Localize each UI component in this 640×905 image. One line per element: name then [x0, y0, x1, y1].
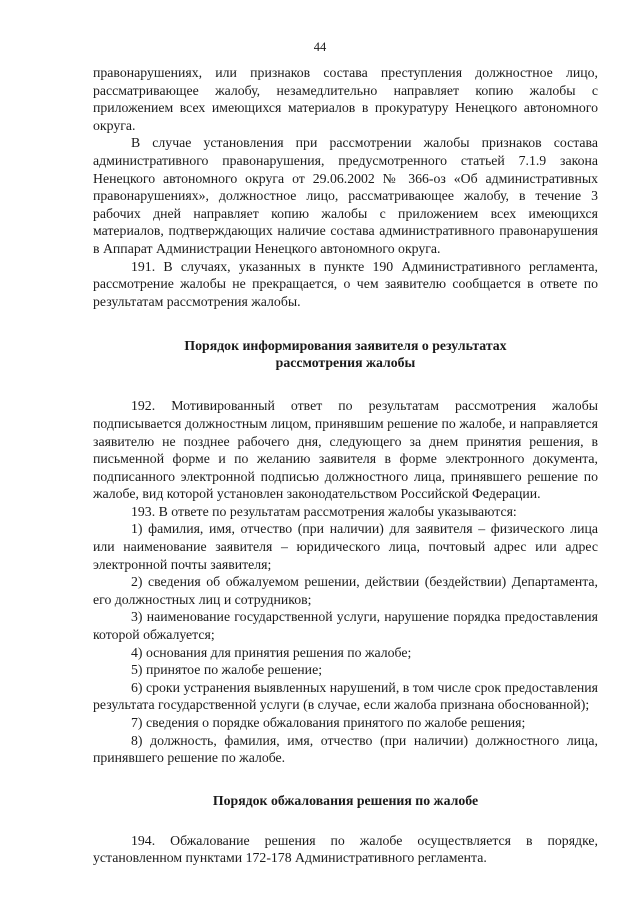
- paragraph-193: 193. В ответе по результатам рассмотрения жалобы указываются:: [131, 503, 517, 519]
- paragraph-192: 192. Мотивированный ответ по результатам рассмотрения жалобы подписывается должностным лицом, принявшим решение по жалобе, и направляется заявителю не позднее рабочего дня, следующего за днем принятия решения, в письменной форме и по желанию заявителя в форме электронного документа, подписанного электронной подписью должностного лица, принявшего решение по жалобе, вид которой установлен законодательством Российской Федерации.: [93, 398, 598, 502]
- heading-line: Порядок информирования заявителя о результатах: [184, 338, 507, 354]
- list-item: 8) должность, фамилия, имя, отчество (при наличии) должностного лица, принявшего решение по жалобе.: [93, 732, 598, 766]
- paragraph-191: 191. В случаях, указанных в пункте 190 Административного регламента, рассмотрение жалобы не прекращается, о чем заявителю сообщается в ответе по результатам рассмотрения жалобы.: [93, 258, 598, 309]
- section-heading-informing: [93, 337, 598, 371]
- list-item: 6) сроки устранения выявленных нарушений, в том числе срок предоставления результата государственной услуги (в случае, если жалоба признана обоснованной);: [93, 679, 598, 713]
- page-number: 44: [313, 40, 327, 54]
- list-item: 5) принятое по жалобе решение;: [131, 662, 323, 678]
- document-body: [93, 64, 598, 867]
- paragraph: В случае установления при рассмотрении жалобы признаков состава административного правонарушения, предусмотренного статьей 7.1.9 закона Ненецкого автономного округа от 29.06.2002 № 366-оз «Об административных правонарушениях», должностное лицо, рассматривающее жалобу, в течение 3 рабочих дней направляет копию жалобы с приложением всех имеющихся материалов, подтверждающих наличие состава административного правонарушения в Аппарат Администрации Ненецкого автономного округа.: [93, 135, 598, 256]
- paragraph-194: 194. Обжалование решения по жалобе осуществляется в порядке, установленном пунктами 172-178 Административного регламента.: [93, 832, 598, 866]
- list-item: 7) сведения о порядке обжалования принятого по жалобе решения;: [131, 715, 526, 730]
- section-heading-appeal: Порядок обжалования решения по жалобе: [212, 792, 479, 808]
- heading-line: рассмотрения жалобы: [275, 355, 416, 371]
- paragraph: правонарушениях, или признаков состава преступления должностное лицо, рассматривающее жалобу, незамедлительно направляет копию жалобы с приложением всех имеющихся материалов в прокуратуру Ненецкого автономного округа.: [93, 65, 598, 133]
- list-item: 3) наименование государственной услуги, нарушение порядка предоставления которой обжалуется;: [93, 609, 598, 643]
- list-item: 1) фамилия, имя, отчество (при наличии) для заявителя – физического лица или наименование заявителя – юридического лица, почтовый адрес или адрес электронной почты заявителя;: [93, 521, 598, 572]
- list-item: 2) сведения об обжалуемом решении, действии (бездействии) Департамента, его должностных лиц и сотрудников;: [93, 574, 598, 607]
- list-item: 4) основания для принятия решения по жалобе;: [131, 644, 412, 660]
